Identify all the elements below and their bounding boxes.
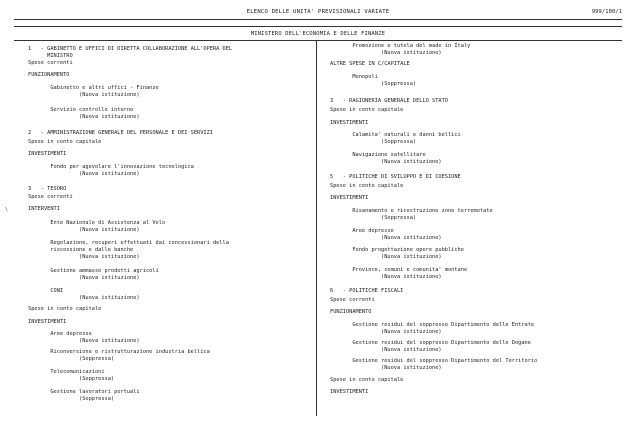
- right-entry: FUNZIONAMENTO: [330, 309, 372, 315]
- left-entry: 1 - GABINETTO E UFFICI DI DIRETTA COLLABORAZIONE ALL'OPERA DEL MINISTRO: [28, 46, 233, 60]
- report-code: 999/100/1: [591, 9, 622, 15]
- right-entry: Risanamento e ricostruzione zone terremotate (Soppressa): [352, 208, 493, 222]
- left-entry: 2 - AMMINISTRAZIONE GENERALE DEL PERSONALE E DEI SERVIZI: [28, 130, 213, 136]
- left-entry: Gestione lavoratori portuali (Soppressa): [50, 389, 140, 403]
- left-entry: Fondo per agevolare l'innovazione tecnologica (Nuova istituzione): [50, 164, 194, 178]
- left-entry: Spese in conto capitale: [28, 139, 102, 145]
- right-entry: Gestione residui del soppresso Dipartimento delle Entrate (Nuova istituzione): [352, 322, 535, 336]
- right-entry: INVESTIMENTI: [330, 195, 369, 201]
- right-entry: Promozione e tutela del made in Italy (Nuova istituzione): [352, 43, 471, 57]
- right-entry: Calamita' naturali e danni bellici (Soppressa): [352, 132, 461, 146]
- right-entry: Navigazione satellitare (Nuova istituzione): [352, 152, 442, 166]
- right-entry: 6 - POLITICHE FISCALI: [330, 288, 404, 294]
- header-rule-top: [14, 19, 622, 20]
- left-entry: INTERVENTI: [28, 206, 60, 212]
- left-entry: Gabinetto e altri uffici - Finanze (Nuova istituzione): [50, 85, 159, 99]
- right-entry: Spese correnti: [330, 297, 375, 303]
- left-entry: CONI (Nuova istituzione): [50, 288, 140, 302]
- report-title: ELENCO DELLE UNITA' PREVISIONALI VARIATE: [246, 9, 390, 15]
- left-entry: Spese in conto capitale: [28, 306, 102, 312]
- left-entry: Spese correnti: [28, 60, 73, 66]
- right-entry: ALTRE SPESE IN C/CAPITALE: [330, 61, 410, 67]
- margin-mark: \: [5, 207, 9, 213]
- left-entry: 3 - TESORO: [28, 186, 67, 192]
- header-rule-middle: [14, 26, 622, 27]
- right-entry: Gestione residui del soppresso Dipartimento del Territorio (Nuova istituzione): [352, 358, 538, 372]
- right-entry: Gestione residui del soppresso Dipartimento delle Dogane (Nuova istituzione): [352, 340, 531, 354]
- column-divider: [316, 41, 317, 416]
- left-entry: Aree depresse (Nuova istituzione): [50, 331, 140, 345]
- right-entry: Spese in conto capitale: [330, 183, 404, 189]
- left-entry: Gestione ammasso prodotti agricoli (Nuova istituzione): [50, 268, 159, 282]
- left-entry: Ente Nazionale di Assistenza al Volo (Nuova istituzione): [50, 220, 166, 234]
- left-entry: Regolazione, recuperi effettuati dai concessionari della riscossione e dalle banche (Nuova istituzione): [50, 240, 229, 261]
- left-entry: INVESTIMENTI: [28, 151, 67, 157]
- left-entry: FUNZIONAMENTO: [28, 72, 70, 78]
- right-entry: 5 - POLITICHE DI SVILUPPO E DI COESIONE: [330, 174, 461, 180]
- right-entry: Monopoli (Soppressa): [352, 74, 417, 88]
- ministry-heading: MINISTERO DELL'ECONOMIA E DELLE FINANZE: [250, 31, 386, 37]
- left-entry: Servizio controllo interno (Nuova istituzione): [50, 107, 140, 121]
- right-entry: Spese in conto capitale: [330, 377, 404, 383]
- header-rule-bottom: [14, 40, 622, 41]
- right-entry: INVESTIMENTI: [330, 120, 369, 126]
- right-entry: Spese in conto capitale: [330, 107, 404, 113]
- right-entry: Aree depresse (Nuova istituzione): [352, 228, 442, 242]
- left-entry: INVESTIMENTI: [28, 319, 67, 325]
- left-entry: Telecomunicazioni (Soppressa): [50, 369, 115, 383]
- right-entry: Province, comuni e comunita' montane (Nuova istituzione): [352, 267, 468, 281]
- left-entry: Spese correnti: [28, 194, 73, 200]
- right-entry: Fondo progettazione opere pubbliche (Nuova istituzione): [352, 247, 464, 261]
- right-entry: 3 - RAGIONERIA GENERALE DELLO STATO: [330, 98, 448, 104]
- right-entry: INVESTIMENTI: [330, 389, 369, 395]
- left-entry: Riconversione e ristrutturazione industria bellica (Soppressa): [50, 349, 210, 363]
